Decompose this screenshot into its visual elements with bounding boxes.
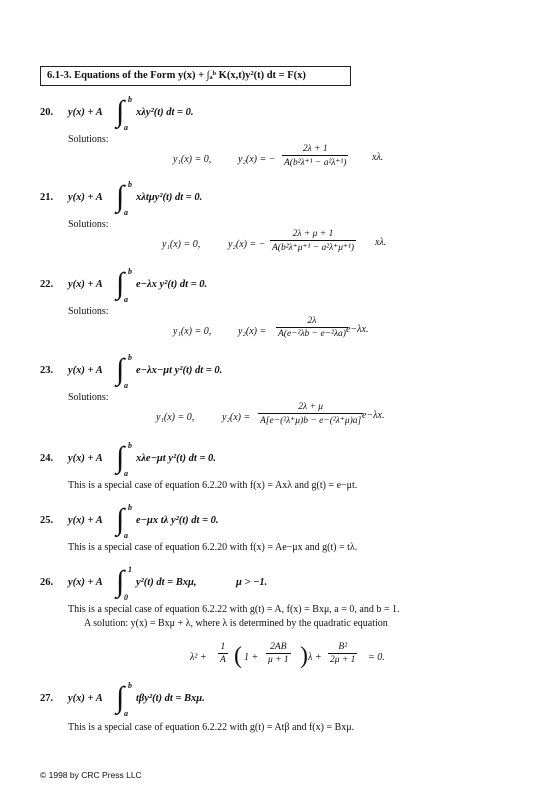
- equation-number: 21.: [40, 192, 54, 203]
- solution-y2-lhs: y₂(x) =: [238, 326, 267, 337]
- equation-number: 26.: [40, 577, 54, 588]
- section-title: 6.1-3. Equations of the Form y(x) + ∫ₐᵇ K(x,t)y²(t) dt = F(x): [47, 70, 306, 81]
- equation-note: This is a special case of equation 6.2.20 with f(x) = Ae−μx and g(t) = tλ.: [68, 542, 358, 553]
- equation-integrand: y²(t) dt = Bxμ,: [136, 577, 197, 588]
- equation-lhs: y(x) + A: [68, 107, 103, 118]
- fraction-numerator: B²: [338, 642, 348, 652]
- equation-note: This is a special case of equation 6.2.22 with g(t) = A, f(x) = Bxμ, a = 0, and b = 1.: [68, 604, 400, 615]
- solution-y1: y₁(x) = 0,: [162, 239, 201, 250]
- equation-integrand: xλy²(t) dt = 0.: [136, 107, 194, 118]
- equation-25: 25. y(x) + A ∫ b a e−μx tλ y²(t) dt = 0.: [40, 503, 219, 540]
- equation-22: 22. y(x) + A ∫ b a e−λx y²(t) dt = 0.: [40, 267, 208, 304]
- equation-lhs: y(x) + A: [68, 693, 103, 704]
- equation-24: 24. y(x) + A ∫ b a xλe−μt y²(t) dt = 0.: [40, 441, 216, 478]
- equation-number: 20.: [40, 107, 54, 118]
- fraction-numerator: 2λ + μ: [298, 402, 324, 412]
- quadratic-fraction-3: [328, 642, 357, 665]
- fraction-numerator: 1: [220, 642, 226, 652]
- equation-integrand: xλe−μt y²(t) dt = 0.: [136, 453, 216, 464]
- equation-note: This is a special case of equation 6.2.22 with g(t) = Atβ and f(x) = Bxμ.: [68, 722, 355, 733]
- solution-fraction: [270, 229, 356, 253]
- quadratic-term: = 0.: [368, 652, 385, 663]
- solution-y2-lhs: y₂(x) =: [222, 412, 251, 423]
- quadratic-equation: [190, 640, 390, 676]
- equation-number: 24.: [40, 453, 54, 464]
- equation-lhs: y(x) + A: [68, 515, 103, 526]
- quadratic-fraction-2: [266, 642, 291, 665]
- solution-y1: y₁(x) = 0,: [156, 412, 195, 423]
- solution-factor: xλ.: [372, 152, 384, 163]
- fraction-numerator: 2AB: [270, 642, 287, 652]
- equation-number: 23.: [40, 365, 54, 376]
- equation-number: 22.: [40, 279, 54, 290]
- equation-lhs: y(x) + A: [68, 279, 103, 290]
- equation-lhs: y(x) + A: [68, 365, 103, 376]
- equation-integrand: e−μx tλ y²(t) dt = 0.: [136, 515, 219, 526]
- equation-integrand: e−λx y²(t) dt = 0.: [136, 279, 208, 290]
- fraction-numerator: 2λ: [307, 316, 317, 326]
- copyright-footer: © 1998 by CRC Press LLC: [40, 770, 142, 780]
- quadratic-term: λ +: [308, 652, 322, 663]
- equation-20: 20. y(x) + A ∫ b a xλy²(t) dt = 0.: [40, 95, 194, 132]
- solution-fraction: [258, 402, 363, 426]
- right-paren: ): [300, 643, 308, 669]
- equation-note: This is a special case of equation 6.2.20 with f(x) = Axλ and g(t) = e−μt.: [68, 480, 358, 491]
- equation-lhs: y(x) + A: [68, 453, 103, 464]
- solutions-label: Solutions:: [68, 219, 109, 230]
- equation-number: 27.: [40, 693, 54, 704]
- fraction-denominator: μ + 1: [268, 655, 289, 665]
- solution-fraction: [282, 144, 348, 168]
- left-paren: (: [234, 643, 242, 669]
- solutions-label: Solutions:: [68, 392, 109, 403]
- equation-integrand: e−λx−μt y²(t) dt = 0.: [136, 365, 223, 376]
- section-heading: [40, 66, 351, 86]
- solutions-label: Solutions:: [68, 306, 109, 317]
- quadratic-term: λ² +: [190, 652, 207, 663]
- equation-condition: μ > −1.: [236, 577, 268, 588]
- solution-factor: e−λx.: [346, 324, 369, 335]
- fraction-denominator: A(e−²λb − e−²λa): [278, 329, 346, 339]
- solution-factor: e−λx.: [362, 410, 385, 421]
- equation-integrand: xλtμy²(t) dt = 0.: [136, 192, 203, 203]
- equation-26: 26. y(x) + A ∫ 1 0 y²(t) dt = Bxμ, μ > −1.: [40, 565, 268, 602]
- quadratic-fraction-1: [218, 642, 228, 665]
- equation-27: 27. y(x) + A ∫ b a tβy²(t) dt = Bxμ.: [40, 681, 205, 718]
- fraction-denominator: A[e−(²λ⁺μ)b − e−(²λ⁺μ)a]: [258, 413, 363, 426]
- fraction-denominator: 2μ + 1: [330, 655, 356, 665]
- fraction-denominator: A(b²λ⁺¹ − a²λ⁺¹): [282, 155, 348, 168]
- solution-y2-lhs: y₂(x) = −: [238, 154, 276, 165]
- equation-number: 25.: [40, 515, 54, 526]
- equation-lhs: y(x) + A: [68, 577, 103, 588]
- fraction-denominator: A(b²λ⁺μ⁺¹ − a²λ⁺μ⁺¹): [270, 240, 356, 253]
- fraction-denominator: A: [220, 655, 226, 665]
- solution-y1: y₁(x) = 0,: [173, 326, 212, 337]
- fraction-numerator: 2λ + 1: [302, 144, 328, 154]
- solution-factor: xλ.: [375, 237, 387, 248]
- equation-note-solution: A solution: y(x) = Bxμ + λ, where λ is determined by the quadratic equation: [84, 618, 388, 629]
- quadratic-term: 1 +: [244, 652, 259, 663]
- solution-fraction: [276, 316, 348, 339]
- fraction-numerator: 2λ + μ + 1: [292, 229, 334, 239]
- equation-integrand: tβy²(t) dt = Bxμ.: [136, 693, 205, 704]
- solution-y2-lhs: y₂(x) = −: [228, 239, 266, 250]
- equation-23: 23. y(x) + A ∫ b a e−λx−μt y²(t) dt = 0.: [40, 353, 223, 390]
- solution-y1: y₁(x) = 0,: [173, 154, 212, 165]
- equation-lhs: y(x) + A: [68, 192, 103, 203]
- solutions-label: Solutions:: [68, 134, 109, 145]
- equation-21: 21. y(x) + A ∫ b a xλtμy²(t) dt = 0.: [40, 180, 203, 217]
